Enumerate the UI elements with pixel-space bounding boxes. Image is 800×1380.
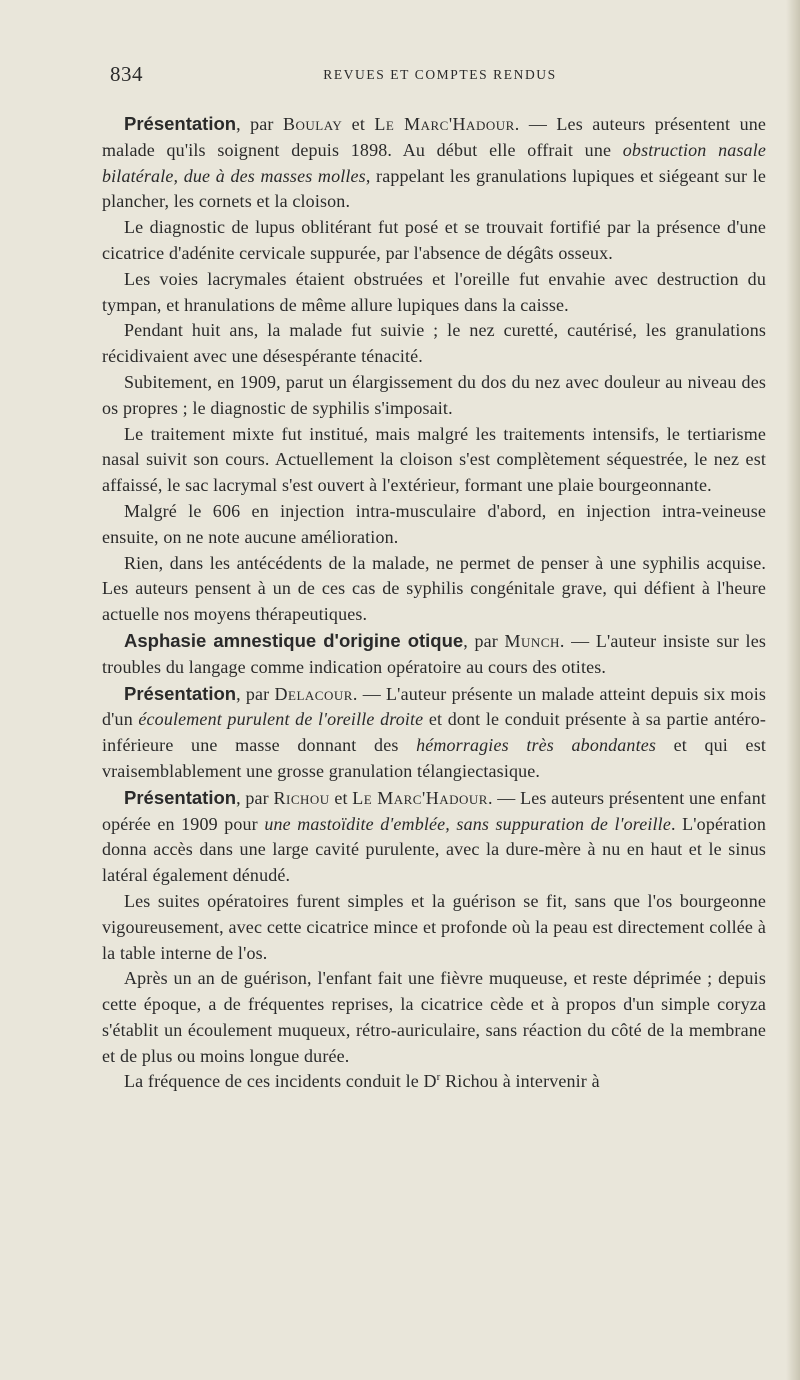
paragraph-13: Après un an de guérison, l'enfant fait une fièvre muqueuse, et reste déprimée ; depuis cette époque, a de fréquentes reprises, la cicatrice cède et à propos d'un simple coryza s'établit un écoulement muqueux, rétro-auriculaire, sans réaction du côté de la membrane et de plus ou moins longue durée. <box>102 968 766 1066</box>
section-title: Asphasie amnestique d'origine otique <box>124 629 464 651</box>
italic-phrase: obstruction nasale bilatérale, due à des masses molles <box>102 139 766 186</box>
author-name: Munch <box>504 630 560 651</box>
running-head: REVUES ET COMPTES RENDUS <box>323 67 557 82</box>
article-body <box>102 111 766 1095</box>
author-name: Le Marc'Hadour <box>374 114 515 134</box>
paragraph-14: La fréquence de ces incidents conduit le $D^r$ Richou à intervenir à <box>124 1071 600 1092</box>
paragraph-8: Rien, dans les antécédents de la malade, ne permet de penser à une syphilis acquise. Les auteurs pensent à un de ces cas de syphilis congénitale grave, qui défient à l'heure actuelle nos moyens thérapeutiques. <box>102 552 766 625</box>
italic-phrase: écoulement purulent de l'oreille droite <box>138 709 424 730</box>
page-edge-shadow <box>786 0 800 1380</box>
paragraph-2: Le diagnostic de lupus oblitérant fut posé et se trouvait fortifié par la présence d'une cicatrice d'adénite cervicale suppurée, par l'absence de dégâts osseux. <box>102 217 766 263</box>
paragraph-7: Malgré le 606 en injection intra-musculaire d'abord, en injection intra-veineuse ensuite, on ne note aucune amélioration. <box>102 500 766 547</box>
paragraph-6: Le traitement mixte fut institué, mais malgré les traitements intensifs, le tertiarisme nasal suivit son cours. Actuellement la cloison s'est complètement séquestrée, le nez est affaissé, le sac lacrymal s'est ouvert à l'extérieur, formant une plaie bourgeonnante. <box>102 423 766 496</box>
author-name: Richou <box>273 787 330 808</box>
paragraph-12: Les suites opératoires furent simples et la guérison se fit, sans que l'os bourgeonne vigoureusement, avec cette cicatrice mince et profonde où la peau est directement collée à la table interne de l'os. <box>102 890 766 963</box>
page-header <box>110 62 770 88</box>
section-title: Présentation <box>124 786 237 808</box>
author-name: Boulay <box>282 114 343 134</box>
italic-phrase: une mastoïdite d'emblée, sans suppuration de l'oreille <box>264 813 671 834</box>
italic-phrase: hémorragies très abondantes <box>416 735 657 756</box>
page-number: 834 <box>110 62 143 86</box>
paragraph-1: Présentation, par Boulay et Le Marc'Hadour. — Les auteurs présentent une malade qu'ils soignent depuis 1898. Au début elle offrait une obstruction nasale bilatérale, due à des masses molles, rappelant les granulations lupiques et siégeant sur le plancher, les cornets et la cloison. <box>102 113 767 212</box>
paragraph-5: Subitement, en 1909, parut un élargissement du dos du nez avec douleur au niveau des os propres ; le diagnostic de syphilis s'imposait. <box>102 371 766 418</box>
author-name: Delacour <box>274 683 353 704</box>
paragraph-9: Asphasie amnestique d'origine otique, par Munch. — L'auteur insiste sur les troubles du langage comme indication opératoire au cours des otites. <box>102 629 767 677</box>
section-title: Présentation <box>124 682 237 704</box>
superscript: r <box>436 1071 441 1084</box>
paragraph-3: Les voies lacrymales étaient obstruées et l'oreille fut envahie avec destruction du tympan, et hranulations de même allure lupiques dans la caisse. <box>102 268 766 315</box>
paragraph-10: Présentation, par Delacour. — L'auteur présente un malade atteint depuis six mois d'un écoulement purulent de l'oreille droite et dont le conduit présente à sa partie antéro-inférieure une masse donnant des hémorragies très abondantes et qui est vraisemblablement une grosse granulation télangiectasique. <box>102 682 766 781</box>
author-name: Le Marc'Hadour <box>352 787 488 808</box>
section-title: Présentation <box>124 113 237 134</box>
paragraph-4: Pendant huit ans, la malade fut suivie ; le nez curetté, cautérisé, les granulations récidivaient avec une désespérante ténacité. <box>102 320 766 367</box>
paragraph-11: Présentation, par Richou et Le Marc'Hadour. — Les auteurs présentent une enfant opérée en 1909 pour une mastoïdite d'emblée, sans suppuration de l'oreille. L'opération donna accès dans une large cavité purulente, avec la dure-mère à nu en haut et le sinus latéral également dénudé. <box>102 786 766 886</box>
